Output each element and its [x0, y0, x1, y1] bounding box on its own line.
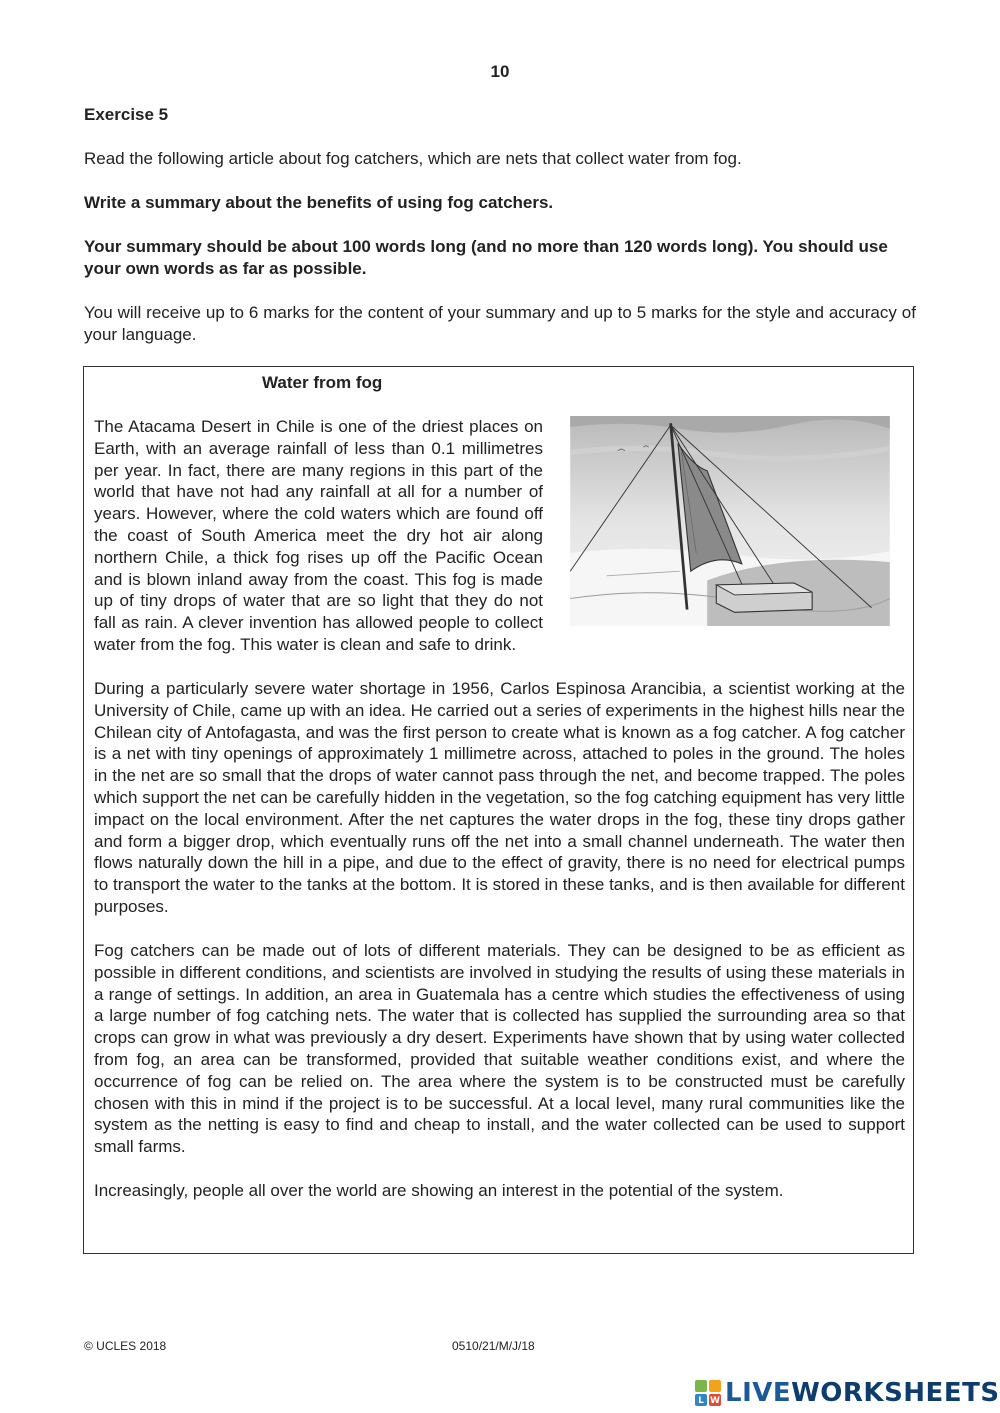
page-number: 10	[490, 62, 510, 81]
brand-name-light: LIVE	[725, 1378, 792, 1408]
article-paragraph-1: The Atacama Desert in Chile is one of the driest places on Earth, with an average rainfall of less than 0.1 millimetres per year. In fact, there are many regions in this part of the world that have not had any rainfall at all for a number of years. However, where the cold waters which are found off the coast of South America meet the dry hot air along northern Chile, a thick fog rises up off the Pacific Ocean and is blown inland away from the coast. This fog is made up of tiny drops of water that are so light that they do not fall as rain. A clever invention has allowed people to collect water from the fog. This water is clean and safe to drink.	[94, 417, 543, 654]
instruction-length: Your summary should be about 100 words long (and no more than 120 words long). You should use your own words as far as possible.	[84, 237, 888, 278]
liveworksheets-logo	[695, 1376, 1000, 1410]
instruction-task: Write a summary about the benefits of using fog catchers.	[84, 193, 554, 212]
brand-name-dark: WORKSHEETS	[791, 1378, 1000, 1408]
copyright-notice: © UCLES 2018	[84, 1339, 167, 1353]
article-paragraph-3: Fog catchers can be made out of lots of different materials. They can be designed to be as efficient as possible in different conditions, and scientists are involved in studying the results of using these materials in a range of settings. In addition, an area in Guatemala has a centre which studies the effectiveness of using a large number of fog catching nets. The water that is collected has supplied the surrounding area so that crops can grow in what was previously a dry desert. Experiments have shown that by using water collected from fog, an area can be transformed, provided that suitable weather conditions exist, and where the occurrence of fog can be relied on. The area where the system is to be constructed must be carefully chosen with this in mind if the project is to be successful. At a local level, many rural communities like the system as the netting is easy to find and cheap to install, and the water collected can be used to support small farms.	[94, 941, 905, 1157]
brand-icon-letter-l: L	[698, 1396, 704, 1406]
instruction-marks: You will receive up to 6 marks for the content of your summary and up to 5 marks for the style and accuracy of your language.	[84, 303, 916, 344]
article-paragraph-1-container	[94, 416, 905, 656]
fog-catcher-illustration	[555, 416, 905, 626]
article-title: Water from fog	[262, 373, 383, 392]
paper-code: 0510/21/M/J/18	[452, 1339, 535, 1353]
article-paragraph-4: Increasingly, people all over the world are showing an interest in the potential of the system.	[94, 1181, 784, 1200]
brand-icon-letter-w: W	[710, 1396, 720, 1406]
instruction-intro: Read the following article about fog catchers, which are nets that collect water from fog.	[84, 149, 742, 168]
exercise-title: Exercise 5	[84, 105, 169, 124]
liveworksheets-icon	[695, 1380, 721, 1406]
article-paragraph-2: During a particularly severe water shortage in 1956, Carlos Espinosa Arancibia, a scientist working at the University of Chile, came up with an idea. He carried out a series of experiments in the highest hills near the Chilean city of Antofagasta, and was the first person to create what is known as a fog catcher. A fog catcher is a net with tiny openings of approximately 1 millimetre across, attached to poles in the ground. The holes in the net are so small that the drops of water cannot pass through the net, and become trapped. The poles which support the net can be carefully hidden in the vegetation, so the fog catching equipment has very little impact on the local environment. After the net captures the water drops in the fog, these tiny drops gather and form a bigger drop, which eventually runs off the net into a small channel underneath. The water then flows naturally down the hill in a pipe, and due to the effect of gravity, there is no need for electrical pumps to transport the water to the tanks at the bottom. It is stored in these tanks, and is then available for different purposes.	[94, 679, 905, 916]
brand-name	[725, 1378, 1000, 1408]
